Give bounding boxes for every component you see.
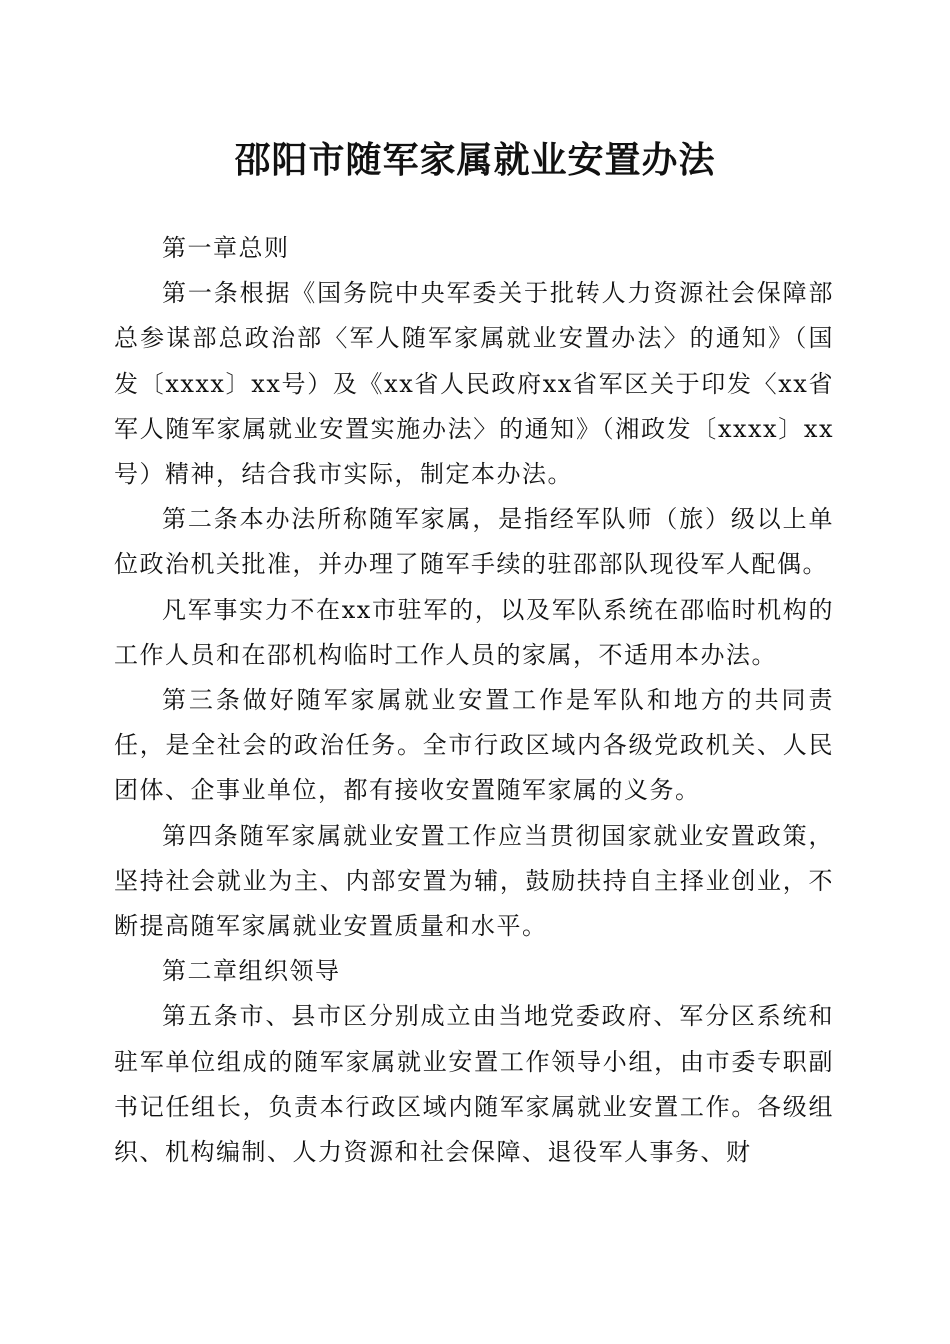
article-4-paragraph: 第四条随军家属就业安置工作应当贯彻国家就业安置政策，坚持社会就业为主、内部安置为辅，鼓励扶持自主择业创业，不断提高随军家属就业安置质量和水平。 — [114, 821, 834, 941]
article-2-paragraph: 第二条本办法所称随军家属，是指经军队师（旅）级以上单位政治机关批准，并办理了随军手续的驻邵部队现役军人配偶。 — [114, 505, 834, 579]
article-1-paragraph: 第一条根据《国务院中央军委关于批转人力资源社会保障部总参谋部总政治部〈军人随军家属就业安置办法〉的通知》（国发〔xxxx〕xx号）及《xx省人民政府xx省军区关于印发〈xx省军人随军家属就业安置实施办法〉的通知》（湘政发〔xxxx〕xx号）精神，结合我市实际，制定本办法。 — [114, 279, 834, 489]
chapter-2-heading: 第二章组织领导 — [162, 957, 341, 986]
chapter-1-heading: 第一章总则 — [162, 234, 290, 262]
document-body — [114, 226, 834, 1175]
article-3-paragraph: 第三条做好随军家属就业安置工作是军队和地方的共同责任，是全社会的政治任务。全市行政区域内各级党政机关、人民团体、企事业单位，都有接收安置随军家属的义务。 — [114, 686, 834, 805]
article-5-paragraph: 第五条市、县市区分别成立由当地党委政府、军分区系统和驻军单位组成的随军家属就业安置工作领导小组，由市委专职副书记任组长，负责本行政区域内随军家属就业安置工作。各级组织、机构编制、人力资源和社会保障、退役军人事务、财 — [114, 1002, 834, 1167]
article-2-supplement-paragraph: 凡军事实力不在xx市驻军的，以及军队系统在邵临时机构的工作人员和在邵机构临时工作人员的家属，不适用本办法。 — [114, 595, 834, 669]
document-title: 邵阳市随军家属就业安置办法 — [234, 139, 716, 181]
